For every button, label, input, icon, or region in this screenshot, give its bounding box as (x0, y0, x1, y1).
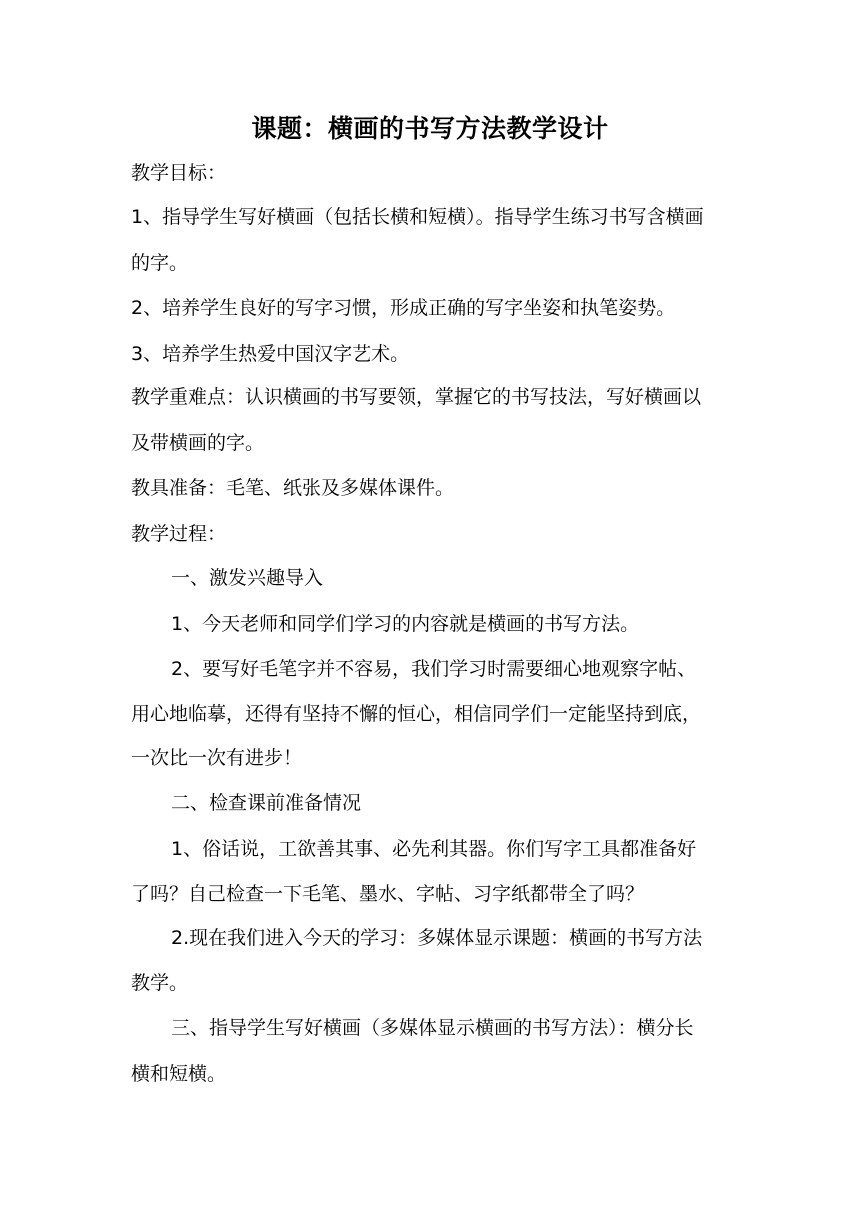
section-heading-process: 教学过程： (131, 523, 227, 545)
objective-1-line-1: 1、指导学生写好横画（包括长横和短横）。指导学生练习书写含横画 (131, 206, 704, 228)
step-2-item-1-line-1: 1、俗话说，工欲善其事、必先利其器。你们写字工具都准备好 (171, 838, 697, 860)
materials: 教具准备：毛笔、纸张及多媒体课件。 (131, 477, 455, 499)
step-1-item-1: 1、今天老师和同学们学习的内容就是横画的书写方法。 (171, 613, 640, 635)
document-title: 课题：横画的书写方法教学设计 (251, 114, 609, 143)
step-1-item-2-line-3: 一次比一次有进步！ (131, 747, 303, 769)
key-points-line-1: 教学重难点：认识横画的书写要领，掌握它的书写技法，写好横画以 (131, 386, 702, 408)
step-2-item-1-line-2: 了吗？自己检查一下毛笔、墨水、字帖、习字纸都带全了吗？ (131, 883, 645, 905)
step-1-item-2-line-2: 用心地临摹，还得有坚持不懈的恒心，相信同学们一定能坚持到底， (131, 703, 702, 725)
step-2-item-2-line-2: 教学。 (131, 972, 189, 994)
step-3-heading-line-1: 三、指导学生写好横画（多媒体显示横画的书写方法）：横分长 (171, 1017, 694, 1039)
step-3-heading-line-2: 横和短横。 (131, 1063, 227, 1085)
objective-1-line-2: 的字。 (131, 252, 189, 274)
section-heading-objectives: 教学目标： (131, 162, 227, 184)
step-2-item-2-line-1: 2.现在我们进入今天的学习：多媒体显示课题：横画的书写方法 (171, 927, 703, 949)
key-points-line-2: 及带横画的字。 (131, 432, 265, 454)
step-1-item-2-line-1: 2、要写好毛笔字并不容易，我们学习时需要细心地观察字帖、 (171, 658, 697, 680)
step-2-heading: 二、检查课前准备情况 (171, 792, 362, 814)
objective-2: 2、培养学生良好的写字习惯，形成正确的写字坐姿和执笔姿势。 (131, 297, 676, 319)
step-1-heading: 一、激发兴趣导入 (171, 567, 324, 589)
objective-3: 3、培养学生热爱中国汉字艺术。 (131, 343, 410, 365)
